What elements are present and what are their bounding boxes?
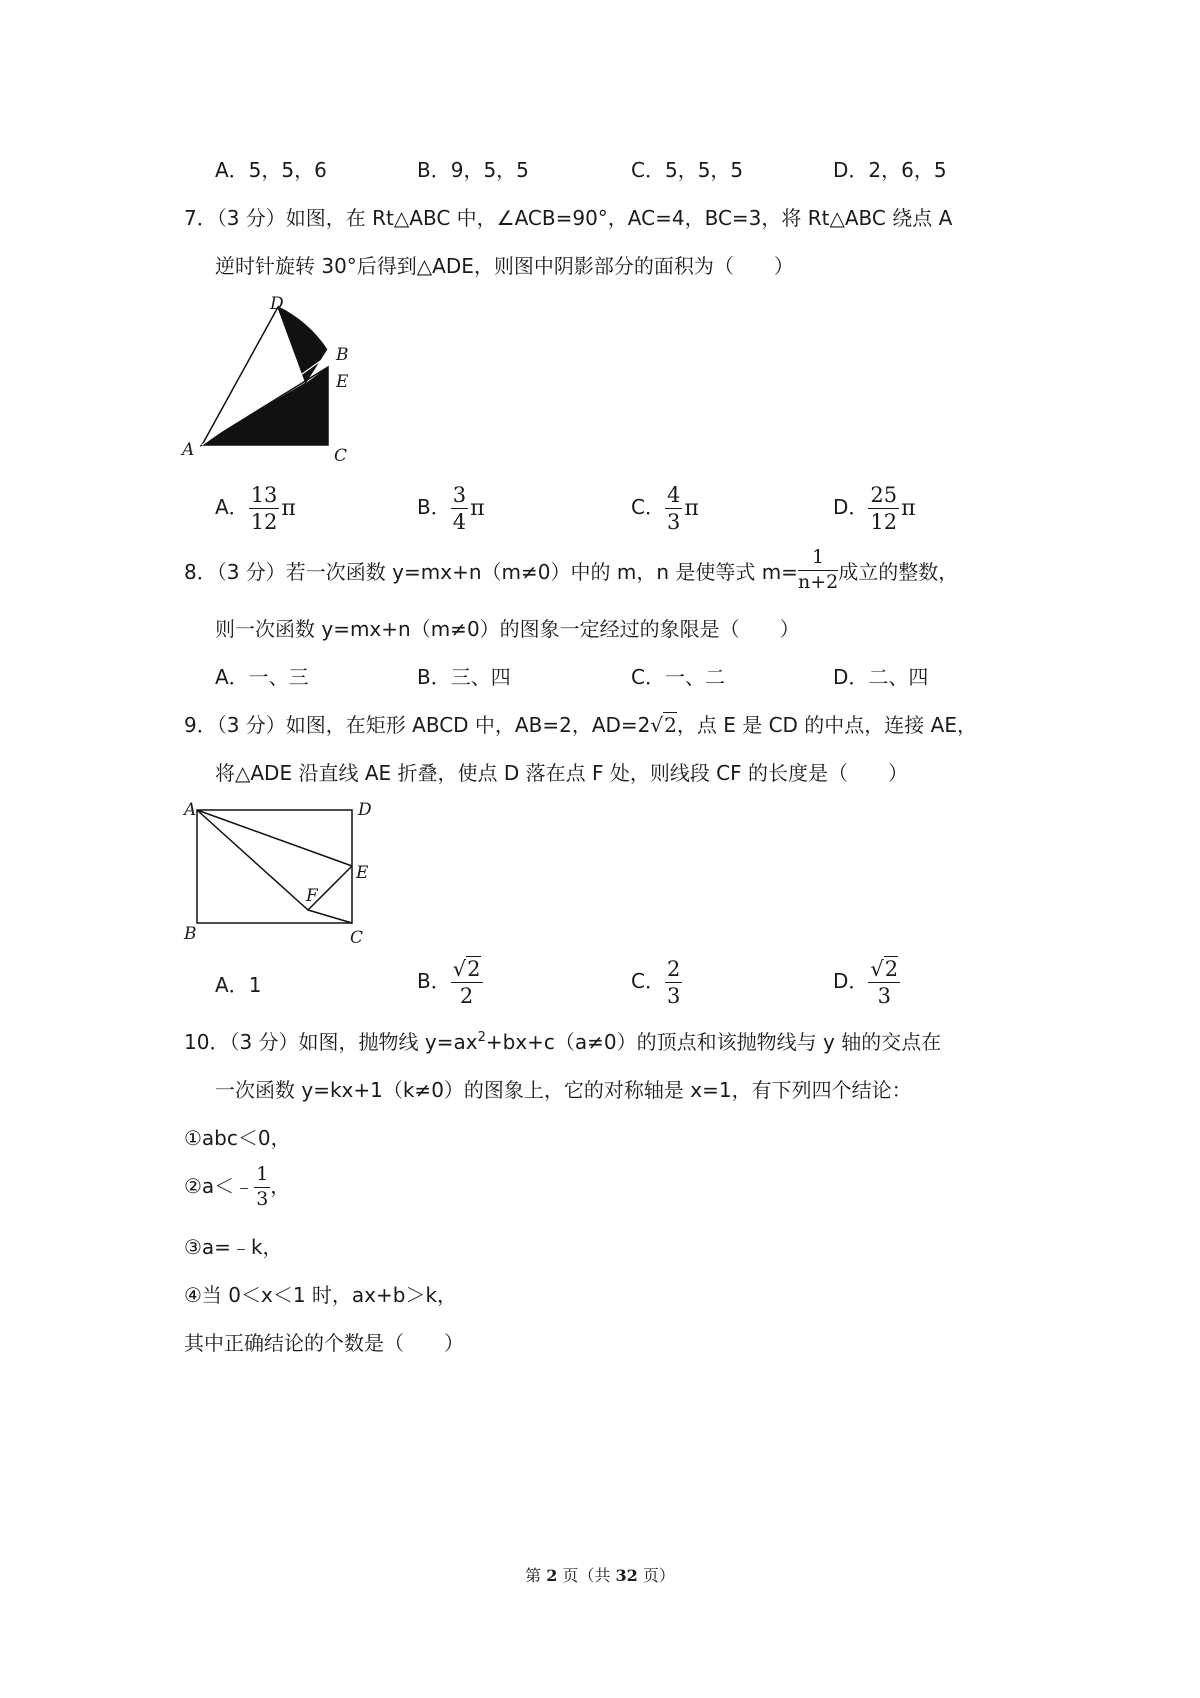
page-footer: 第 2 页（共 32 页） xyxy=(525,1566,675,1585)
q9-label-d: D xyxy=(358,800,372,820)
q10-conclusion-2: ②a＜﹣ $\frac{1}{3}$ ， xyxy=(184,1163,291,1210)
q9-c-den: 3 xyxy=(666,984,681,1009)
q7-stem-line1: 7．（3 分）如图，在 Rt△ABC 中，∠ACB=90°，AC=4，BC=3，将 Rt△ABC 绕点 A xyxy=(184,206,953,230)
q8-stem-line2: 则一次函数 y=mx+n（m≠0）的图象一定经过的象限是（ ） xyxy=(215,617,800,641)
q9-label-c: C xyxy=(350,928,364,948)
q7-d-num: 25 xyxy=(868,484,899,509)
q9-b-sqrt-arg: 2 xyxy=(467,957,481,981)
q9-folded-triangle xyxy=(197,810,352,910)
q6-option-a: A．5，5，6 xyxy=(215,158,327,182)
q9-label-a: A xyxy=(184,800,197,820)
q8-stem-line1: 8．（3 分）若一次函数 y=mx+n（m≠0）中的 m，n 是使等式 m= $\frac{1}{n+2}$ 成立的整数， xyxy=(184,546,959,593)
q7-option-b: B． $\frac{3}{4}$ π xyxy=(417,483,485,535)
q9-figure xyxy=(180,798,370,938)
q10-c2-num: 1 xyxy=(254,1165,270,1188)
q9-line-ae xyxy=(197,810,352,866)
q8-option-b: B．三、四 xyxy=(417,665,511,689)
q10-exponent: 2 xyxy=(477,1030,486,1045)
q7-a-den: 12 xyxy=(250,510,278,535)
q7-label-a: A xyxy=(182,440,195,460)
q9-sqrt-arg: 2 xyxy=(664,713,677,737)
q8-frac-den: n+2 xyxy=(797,570,839,593)
q8-option-c: C．一、二 xyxy=(631,665,725,689)
q9-line-fc xyxy=(308,910,352,923)
q8-option-d: D．二、四 xyxy=(833,665,929,689)
q9-option-d: D． $\frac{√2}{3}$ xyxy=(833,957,899,1009)
q7-label-b: B xyxy=(336,345,349,365)
q7-stem-line2: 逆时针旋转 30°后得到△ADE，则图中阴影部分的面积为（ ） xyxy=(215,254,794,278)
q9-stem-line2: 将△ADE 沿直线 AE 折叠，使点 D 落在点 F 处，则线段 CF 的长度是（ ） xyxy=(215,761,909,785)
q6-option-d: D．2，6，5 xyxy=(833,158,947,182)
q7-a-num: 13 xyxy=(249,484,280,509)
q7-label-e: E xyxy=(336,372,349,392)
q9-stem-line1: 9．（3 分）如图，在矩形 ABCD 中，AB=2，AD=2√2，点 E 是 CD 的中点，连接 AE， xyxy=(184,713,977,737)
q9-option-c: C． $\frac{2}{3}$ xyxy=(631,957,681,1009)
q7-c-den: 3 xyxy=(666,510,681,535)
q8-frac-num: 1 xyxy=(798,548,838,571)
q10-stem-line1: 10．（3 分）如图，抛物线 $y=ax^2+bx+c(a\ne 0)$的顶点和该抛物线与 y 轴的交点在 xyxy=(184,1030,942,1054)
q9-d-den: 3 xyxy=(877,984,891,1009)
q9-c-num: 2 xyxy=(665,958,682,983)
q10-conclusion-4: ④当 0＜x＜1 时，ax+b＞k， xyxy=(184,1283,458,1307)
q10-question: 其中正确结论的个数是（ ） xyxy=(184,1331,464,1355)
q9-option-b: B． $\frac{√2}{2}$ xyxy=(417,957,481,1009)
q7-label-c: C xyxy=(334,446,348,466)
q9-label-f: F xyxy=(306,886,318,906)
footer-total-pages: 32 xyxy=(615,1566,638,1585)
q7-option-d: D． $\frac{25}{12}$ π xyxy=(833,483,916,535)
q8-option-a: A．一、三 xyxy=(215,665,309,689)
q7-b-den: 4 xyxy=(452,510,467,535)
q7-c-num: 4 xyxy=(665,484,682,509)
q9-label-b: B xyxy=(184,924,197,944)
q9-b-den: 2 xyxy=(459,984,474,1009)
footer-page-number: 2 xyxy=(546,1566,558,1585)
q10-stem-line2: 一次函数 y=kx+1（k≠0）的图象上，它的对称轴是 x=1，有下列四个结论： xyxy=(215,1078,912,1102)
q10-conclusion-1: ①abc＜0， xyxy=(184,1126,291,1150)
q7-label-d: D xyxy=(270,294,284,314)
q7-option-c: C． $\frac{4}{3}$ π xyxy=(631,483,699,535)
q9-label-e: E xyxy=(356,863,369,883)
q9-rectangle xyxy=(197,810,352,923)
q6-option-c: C．5，5，5 xyxy=(631,158,744,182)
q7-d-den: 12 xyxy=(870,510,898,535)
q10-c2-den: 3 xyxy=(256,1187,269,1210)
q9-option-a: A．1 xyxy=(215,973,262,997)
q10-conclusion-3: ③a=﹣k， xyxy=(184,1235,283,1259)
q7-option-a: A． $\frac{13}{12}$ π xyxy=(215,483,296,535)
q6-option-b: B．9，5，5 xyxy=(417,158,529,182)
q9-d-sqrt-arg: 2 xyxy=(884,957,899,981)
q7-b-num: 3 xyxy=(451,484,468,509)
